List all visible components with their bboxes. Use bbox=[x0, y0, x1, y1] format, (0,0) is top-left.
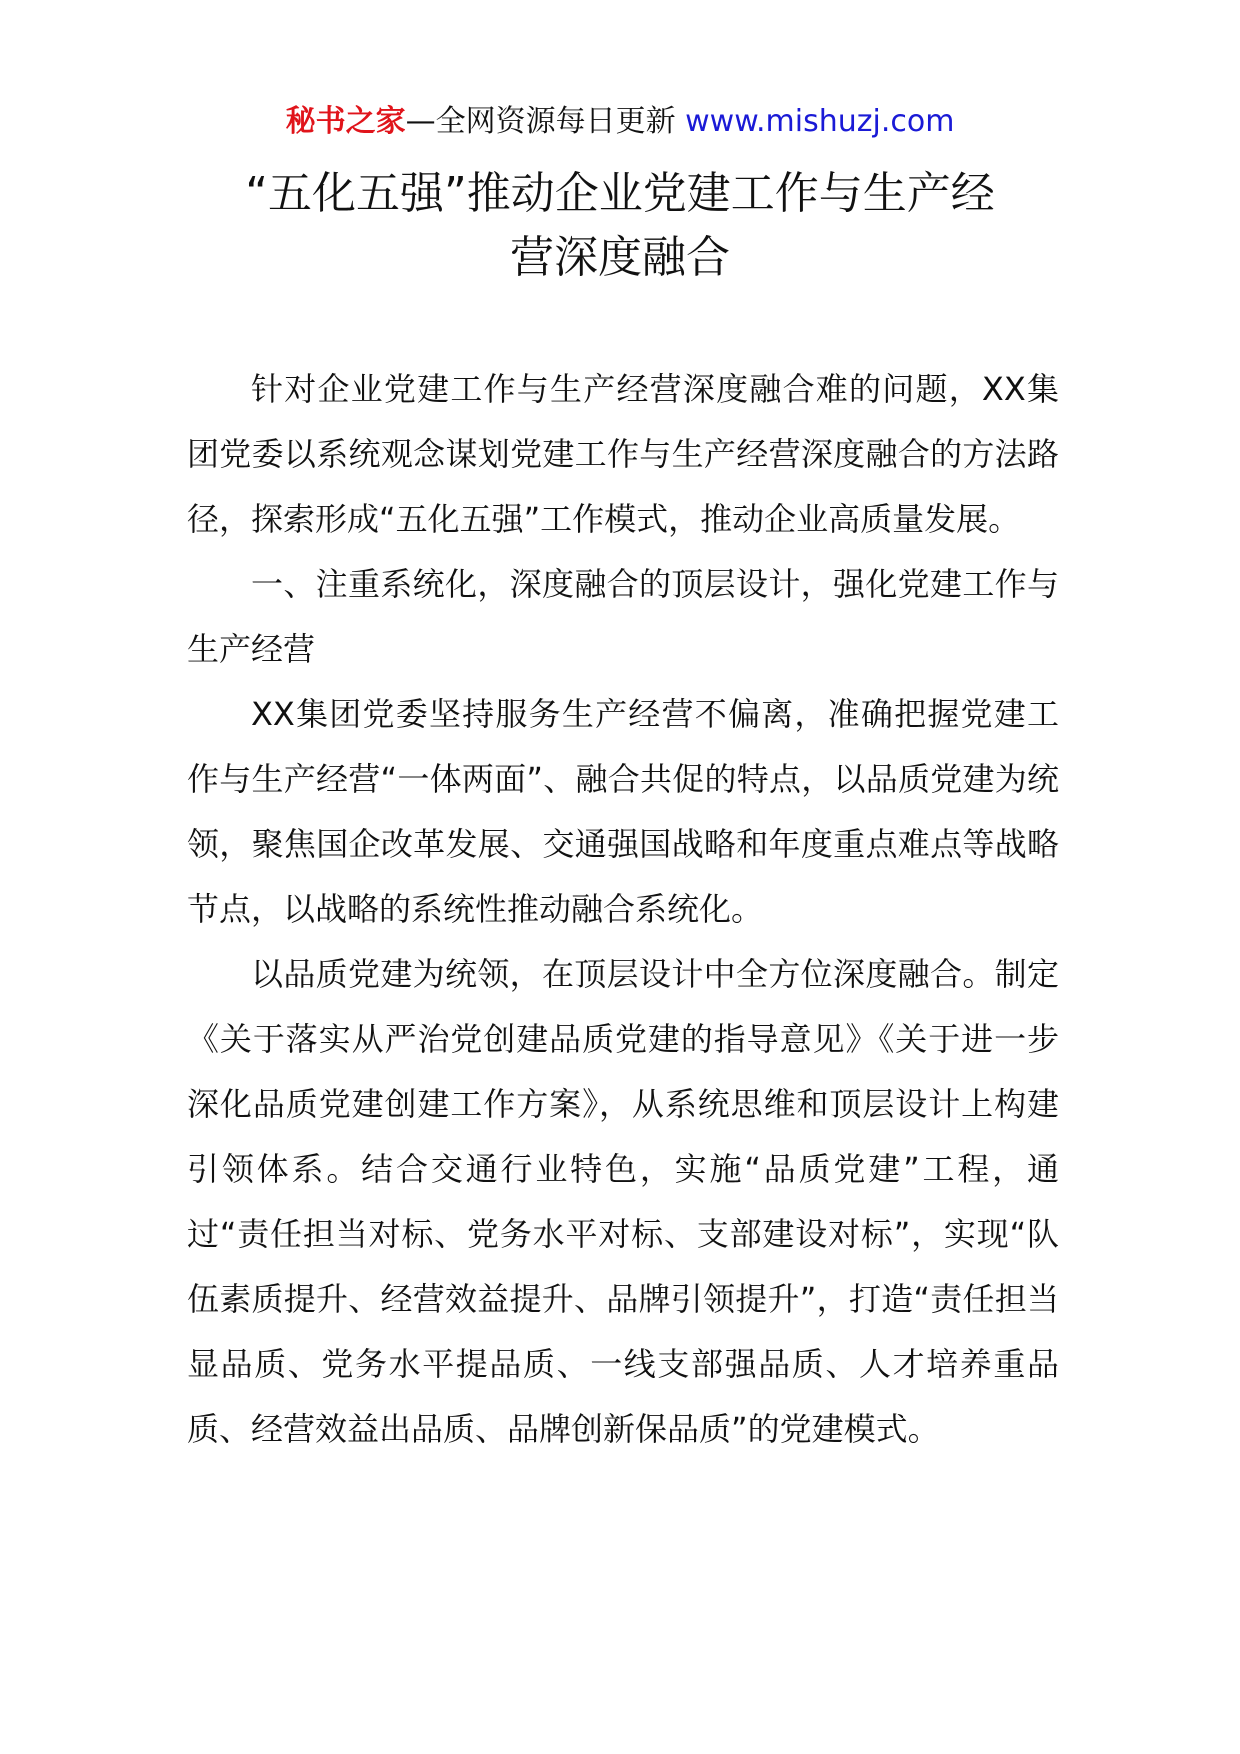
site-brand: 秘书之家 bbox=[285, 104, 406, 139]
title-line-2: 营深度融合 bbox=[510, 232, 730, 283]
intro-paragraph: 针对企业党建工作与生产经营深度融合难的问题，XX集团党委以系统观念谋划党建工作与生产经营深度融合的方法路径，探索形成“五化五强”工作模式，推动企业高质量发展。 bbox=[187, 370, 1059, 538]
site-slogan: —全网资源每日更新 bbox=[405, 104, 686, 139]
body-paragraph-2: 以品质党建为统领，在顶层设计中全方位深度融合。制定《关于落实从严治党创建品质党建的指导意见》《关于进一步深化品质党建创建工作方案》，从系统思维和顶层设计上构建引领体系。结合交通行业特色，实施“品质党建”工程，通过“责任担当对标、党务水平对标、支部建设对标”，实现“队伍素质提升、经营效益提升、品牌引领提升”，打造“责任担当显品质、党务水平提品质、一线支部强品质、人才培养重品质、经营效益出品质、品牌创新保品质”的党建模式。 bbox=[187, 955, 1059, 1448]
title-line-1: “五化五强”推动企业党建工作与生产经 bbox=[245, 168, 995, 219]
document-title bbox=[150, 162, 1090, 290]
section-heading-1: 一、注重系统化，深度融合的顶层设计，强化党建工作与生产经营 bbox=[187, 565, 1059, 668]
site-url-link[interactable]: www.mishuzj.com bbox=[685, 104, 955, 139]
body-paragraph-1: XX集团党委坚持服务生产经营不偏离，准确把握党建工作与生产经营“一体两面”、融合共促的特点，以品质党建为统领，聚焦国企改革发展、交通强国战略和年度重点难点等战略节点，以战略的系统性推动融合系统化。 bbox=[187, 695, 1059, 928]
site-header bbox=[0, 100, 1240, 144]
document-body bbox=[187, 357, 1059, 1462]
